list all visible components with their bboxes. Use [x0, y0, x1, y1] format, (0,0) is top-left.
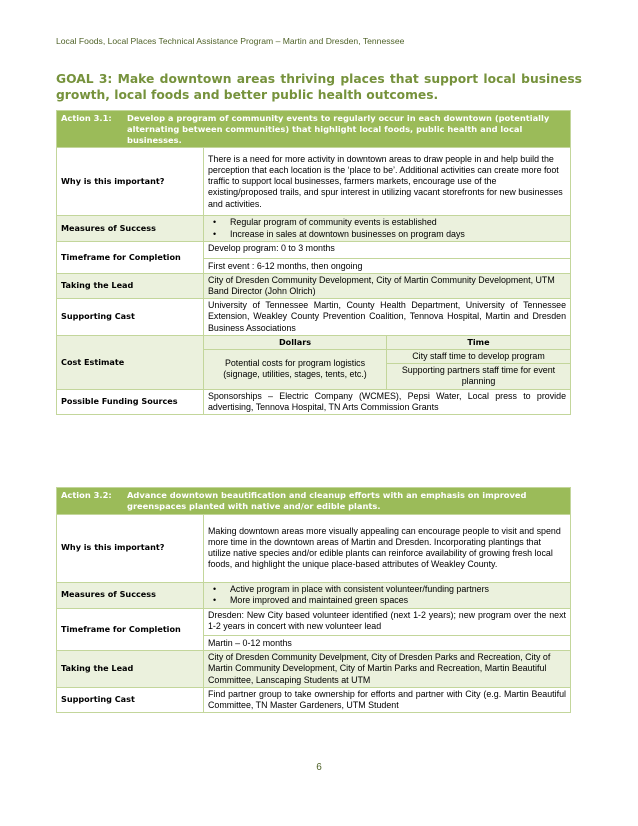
cost-time-item: Supporting partners staff time for event planning [401, 365, 556, 387]
why-row [57, 514, 571, 582]
action-header [57, 488, 571, 515]
lead-label: Taking the Lead [57, 651, 204, 688]
action-3-2-table [56, 487, 571, 713]
cost-dollars-header: Dollars [204, 336, 387, 350]
cast-text: Find partner group to take ownership for efforts and partner with City (e.g. Martin Beautiful Committee, TN Master Gardeners, UTM Student [204, 687, 571, 712]
timeframe-row [57, 608, 571, 651]
lead-row [57, 273, 571, 298]
cost-time-item: City staff time to develop program [387, 351, 570, 364]
why-text: Making downtown areas more visually appealing can encourage people to visit and spend more time in the downtown areas of Martin and Dresden. Incorporating plantings that utilize native species and/or edible plants can reinforce availability of growing fresh local foods, and highlight the unique place-based attributes of Weakley County. [204, 514, 571, 582]
measure-item: • Active program in place with consistent volunteer/funding partners [208, 584, 566, 596]
why-row [57, 148, 571, 216]
cost-row [57, 335, 571, 389]
measures-label: Measures of Success [57, 582, 204, 608]
cast-row [57, 299, 571, 336]
goal-heading [56, 72, 582, 103]
timeframe-cell [204, 608, 571, 651]
cast-row [57, 687, 571, 712]
why-label: Why is this important? [57, 148, 204, 216]
why-text: There is a need for more activity in downtown areas to draw people in and help build the perception that each location is the ‘place to be’. Additional activities can create more foot traffic to support local businesses, farmers markets, encourage use of the existing/proposed trails, and spur interest in utilizing vacant storefronts for new businesses and activities. [204, 148, 571, 216]
timeframe-item: Dresden: New City based volunteer identified (next 1-2 years); new program over the next 1-2 years in concert with new volunteer lead [208, 609, 566, 631]
action-header [57, 111, 571, 148]
action-number: Action 3.2: [61, 490, 112, 500]
measure-item: • More improved and maintained green spaces [208, 595, 566, 607]
cost-time-cell [387, 350, 570, 389]
action-header-row [57, 111, 571, 148]
funding-label: Possible Funding Sources [57, 389, 204, 414]
measures-list [204, 582, 571, 608]
cost-label: Cost Estimate [57, 335, 204, 389]
action-title: Develop a program of community events to regularly occur in each downtown (potentially alternating between communities) that highlight local foods, public health and local businesses. [127, 113, 550, 145]
measure-item: • Increase in sales at downtown businesses on program days [208, 229, 566, 241]
timeframe-row [57, 242, 571, 273]
cost-dollars-text: Potential costs for program logistics (signage, utilities, stages, tents, etc.) [204, 350, 387, 389]
action-number: Action 3.1: [61, 113, 112, 123]
page-number: 6 [316, 762, 322, 773]
cast-text: University of Tennessee Martin, County Health Department, University of Tennessee Extension, Weakley County Prevention Coalition, Tennova Hospital, Martin and Dresden Business Associations [204, 299, 571, 336]
measure-item: • Regular program of community events is established [208, 217, 566, 229]
timeframe-item: Develop program: 0 to 3 months [208, 243, 335, 254]
lead-row [57, 651, 571, 688]
goal-heading-line-1: GOAL 3: Make downtown areas thriving places that support local business [56, 72, 582, 86]
action-header-row [57, 488, 571, 515]
timeframe-item: Martin – 0-12 months [204, 635, 570, 649]
timeframe-item: First event : 6-12 months, then ongoing [204, 258, 570, 272]
lead-text: City of Dresden Community Development, City of Martin Community Development, UTM Band Director (John Olrich) [204, 273, 571, 298]
goal-heading-line-2: growth, local foods and better public health outcomes. [56, 87, 439, 102]
action-title: Advance downtown beautification and cleanup efforts with an emphasis on improved greenspaces planted with native and/or edible plants. [127, 490, 527, 511]
cost-cell [204, 335, 571, 389]
cast-label: Supporting Cast [57, 687, 204, 712]
timeframe-cell [204, 242, 571, 273]
cost-time-header: Time [387, 336, 570, 350]
lead-label: Taking the Lead [57, 273, 204, 298]
funding-row [57, 389, 571, 414]
measures-label: Measures of Success [57, 216, 204, 242]
timeframe-label: Timeframe for Completion [57, 608, 204, 651]
measures-row [57, 582, 571, 608]
measures-row [57, 216, 571, 242]
timeframe-label: Timeframe for Completion [57, 242, 204, 273]
why-label: Why is this important? [57, 514, 204, 582]
running-header: Local Foods, Local Places Technical Assistance Program – Martin and Dresden, Tennessee [56, 36, 405, 46]
measures-list [204, 216, 571, 242]
action-3-1-table [56, 110, 571, 415]
cast-label: Supporting Cast [57, 299, 204, 336]
funding-text: Sponsorships – Electric Company (WCMES), Pepsi Water, Local press to provide advertising, Tennova Hospital, TN Arts Commission Grants [204, 389, 571, 414]
lead-text: City of Dresden Community Develpment, City of Dresden Parks and Recreation, City of Martin Community Development, City of Martin Parks and Recreation, Martin Beautiful Committee, Lanscaping Students at UTM [204, 651, 571, 688]
